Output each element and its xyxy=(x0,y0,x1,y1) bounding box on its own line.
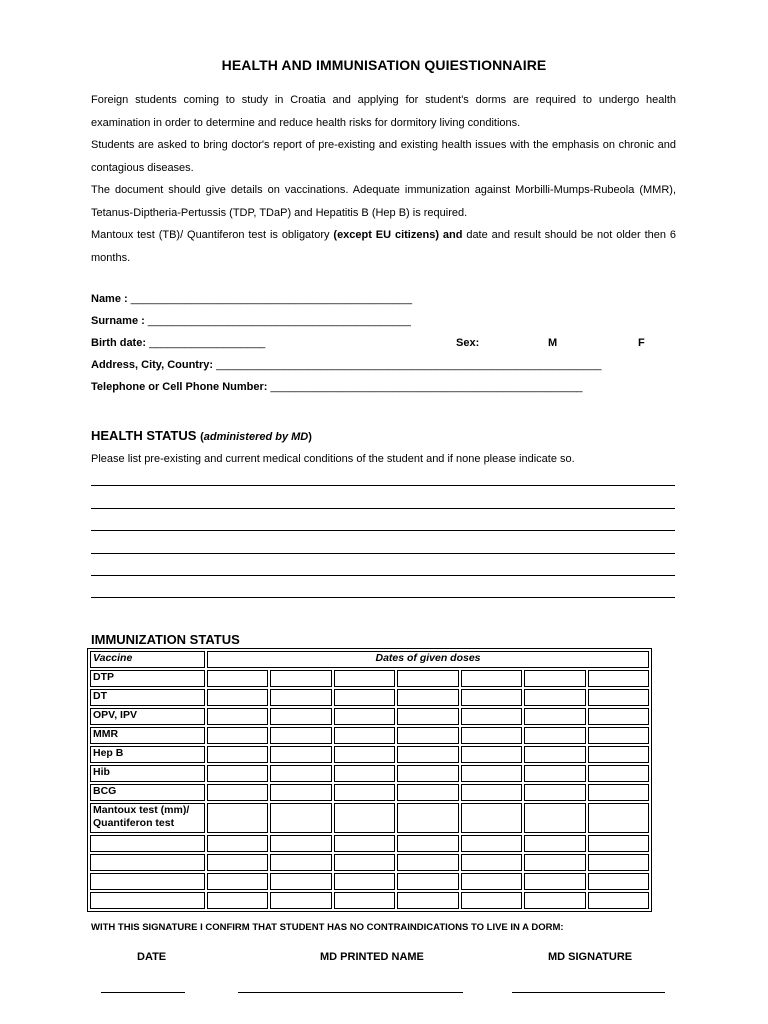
dose-date-cell[interactable] xyxy=(524,708,585,725)
dose-date-cell[interactable] xyxy=(270,689,331,706)
address-label: Address, City, Country: xyxy=(91,359,214,371)
dose-date-cell[interactable] xyxy=(588,892,649,909)
dose-date-cell[interactable] xyxy=(270,727,331,744)
sex-label: Sex: xyxy=(456,337,480,349)
dose-date-cell[interactable] xyxy=(270,765,331,782)
md-printed-name-label: MD PRINTED NAME xyxy=(320,951,424,963)
health-write-line[interactable] xyxy=(91,575,675,576)
dose-date-cell[interactable] xyxy=(207,727,268,744)
dose-date-cell[interactable] xyxy=(334,803,395,833)
sex-option-m[interactable]: M xyxy=(548,337,558,349)
dose-date-cell[interactable] xyxy=(207,803,268,833)
dose-date-cell[interactable] xyxy=(397,784,458,801)
dose-date-cell[interactable] xyxy=(588,873,649,890)
health-write-line[interactable] xyxy=(91,485,675,486)
md-signature-line[interactable] xyxy=(512,992,665,993)
dose-date-cell[interactable] xyxy=(207,835,268,852)
dose-date-cell[interactable] xyxy=(588,670,649,687)
dose-date-cell[interactable] xyxy=(207,689,268,706)
dose-date-cell[interactable] xyxy=(588,765,649,782)
dose-date-cell[interactable] xyxy=(588,689,649,706)
dose-date-cell[interactable] xyxy=(461,784,522,801)
dose-date-cell[interactable] xyxy=(461,854,522,871)
intro-p4-end: date and result should be not older then 6 months. xyxy=(91,229,676,264)
dose-date-cell[interactable] xyxy=(270,670,331,687)
name-label: Name : xyxy=(91,293,128,305)
dose-date-cell[interactable] xyxy=(588,784,649,801)
dose-date-cell[interactable] xyxy=(461,765,522,782)
dose-date-cell[interactable] xyxy=(334,689,395,706)
dose-date-cell[interactable] xyxy=(334,854,395,871)
dose-date-cell[interactable] xyxy=(588,746,649,763)
vaccine-row xyxy=(90,689,649,706)
vaccine-name-cell: Hep B xyxy=(90,746,205,763)
health-status-heading xyxy=(91,428,312,443)
intro-p4-start: Mantoux test (TB)/ Quantiferon test is obligatory xyxy=(91,229,334,241)
dose-date-cell[interactable] xyxy=(270,873,331,890)
immunization-header-row xyxy=(90,651,649,668)
dose-date-cell[interactable] xyxy=(397,765,458,782)
dose-date-cell[interactable] xyxy=(524,746,585,763)
dose-date-cell[interactable] xyxy=(588,854,649,871)
surname-blank[interactable]: ___________________________________________ xyxy=(147,315,411,327)
dose-date-cell[interactable] xyxy=(524,765,585,782)
health-write-line[interactable] xyxy=(91,508,675,509)
dose-date-cell[interactable] xyxy=(334,892,395,909)
phone-label: Telephone or Cell Phone Number: xyxy=(91,381,268,393)
vaccine-name-cell: Hib xyxy=(90,765,205,782)
dose-date-cell[interactable] xyxy=(334,873,395,890)
dose-date-cell[interactable] xyxy=(461,835,522,852)
dose-date-cell[interactable] xyxy=(524,784,585,801)
md-signature-label: MD SIGNATURE xyxy=(548,951,633,963)
birth-date-label: Birth date: xyxy=(91,337,146,349)
dose-date-cell[interactable] xyxy=(270,854,331,871)
intro-paragraph-3: The document should give details on vaccinations. Adequate immunization against Morbilli-Mumps-Rubeola (MMR), Tetanus-Diptheria-Pertussis (TDP, TDaP) and Hepatitis B (Hep B) is required. xyxy=(91,184,676,219)
dose-date-cell[interactable] xyxy=(334,746,395,763)
health-write-line[interactable] xyxy=(91,530,675,531)
dose-date-cell[interactable] xyxy=(461,689,522,706)
vaccine-name-cell[interactable] xyxy=(90,892,205,909)
vaccine-name-cell[interactable] xyxy=(90,873,205,890)
dose-date-cell[interactable] xyxy=(397,746,458,763)
date-label: DATE xyxy=(137,951,167,963)
dose-date-cell[interactable] xyxy=(397,670,458,687)
dose-date-cell[interactable] xyxy=(270,835,331,852)
vaccine-row xyxy=(90,854,649,871)
vaccine-row xyxy=(90,765,649,782)
dose-date-cell[interactable] xyxy=(334,784,395,801)
address-blank[interactable]: _______________________________________________________________ xyxy=(216,359,602,371)
md-printed-name-line[interactable] xyxy=(238,992,463,993)
dose-date-cell[interactable] xyxy=(334,708,395,725)
document-title: HEALTH AND IMMUNISATION QUIESTIONNAIRE xyxy=(221,57,547,73)
phone-field[interactable] xyxy=(91,381,583,393)
dose-date-cell[interactable] xyxy=(270,803,331,833)
dose-date-cell[interactable] xyxy=(397,835,458,852)
intro-paragraph-1: Foreign students coming to study in Croatia and applying for student's dorms are required to undergo health examination in order to determine and reduce health risks for dormitory living conditions. xyxy=(91,94,676,129)
phone-blank[interactable]: ___________________________________________________ xyxy=(270,381,583,393)
vaccine-row xyxy=(90,892,649,909)
dose-date-cell[interactable] xyxy=(397,803,458,833)
health-status-instruction: Please list pre-existing and current medical conditions of the student and if none please indicate so. xyxy=(91,453,575,465)
dose-date-cell[interactable] xyxy=(270,784,331,801)
vaccine-name-cell[interactable] xyxy=(90,835,205,852)
dose-date-cell[interactable] xyxy=(461,708,522,725)
dose-date-cell[interactable] xyxy=(397,892,458,909)
dose-date-cell[interactable] xyxy=(524,854,585,871)
vaccine-name-cell: BCG xyxy=(90,784,205,801)
vaccine-row xyxy=(90,803,649,833)
health-write-line[interactable] xyxy=(91,597,675,598)
health-status-paren-close: ) xyxy=(308,431,312,443)
dose-date-cell[interactable] xyxy=(334,765,395,782)
dose-date-cell[interactable] xyxy=(461,803,522,833)
dose-date-cell[interactable] xyxy=(334,835,395,852)
vaccine-row xyxy=(90,670,649,687)
vaccine-row xyxy=(90,835,649,852)
dose-date-cell[interactable] xyxy=(397,727,458,744)
dose-date-cell[interactable] xyxy=(461,873,522,890)
birth-date-field[interactable] xyxy=(91,337,265,349)
dose-date-cell[interactable] xyxy=(207,765,268,782)
dose-date-cell[interactable] xyxy=(334,670,395,687)
dose-date-cell[interactable] xyxy=(461,727,522,744)
dose-date-cell[interactable] xyxy=(397,689,458,706)
dose-date-cell[interactable] xyxy=(524,873,585,890)
health-write-line[interactable] xyxy=(91,553,675,554)
birth-date-blank[interactable]: ___________________ xyxy=(149,337,266,349)
date-signature-line[interactable] xyxy=(101,992,185,993)
intro-paragraph-4 xyxy=(91,224,676,269)
dose-date-cell[interactable] xyxy=(207,670,268,687)
dose-date-cell[interactable] xyxy=(207,746,268,763)
immunization-status-title: IMMUNIZATION STATUS xyxy=(91,632,240,647)
vaccine-row xyxy=(90,727,649,744)
dose-date-cell[interactable] xyxy=(588,708,649,725)
dose-date-cell[interactable] xyxy=(461,670,522,687)
dose-date-cell[interactable] xyxy=(207,784,268,801)
intro-p4-emphasis: (except EU citizens) and xyxy=(333,229,463,241)
dose-date-cell[interactable] xyxy=(588,803,649,833)
dose-date-cell[interactable] xyxy=(334,727,395,744)
dose-date-cell[interactable] xyxy=(461,892,522,909)
dose-date-cell[interactable] xyxy=(524,803,585,833)
dose-date-cell[interactable] xyxy=(207,708,268,725)
vaccine-name-cell: DTP xyxy=(90,670,205,687)
intro-text xyxy=(91,89,676,269)
dose-date-cell[interactable] xyxy=(524,670,585,687)
dose-date-cell[interactable] xyxy=(207,892,268,909)
confirmation-statement: WITH THIS SIGNATURE I CONFIRM THAT STUDENT HAS NO CONTRAINDICATIONS TO LIVE IN A DORM: xyxy=(91,922,564,933)
name-field[interactable] xyxy=(91,293,412,305)
vaccine-name-cell: Mantoux test (mm)/ Quantiferon test xyxy=(90,803,205,833)
immunization-table xyxy=(87,648,652,912)
dose-date-cell[interactable] xyxy=(524,835,585,852)
health-status-paren-open: ( xyxy=(200,431,204,443)
surname-label: Surname : xyxy=(91,315,145,327)
vaccine-name-cell: OPV, IPV xyxy=(90,708,205,725)
dose-date-cell[interactable] xyxy=(461,746,522,763)
intro-paragraph-2: Students are asked to bring doctor's report of pre-existing and existing health issues with the emphasis on chronic and contagious diseases. xyxy=(91,139,676,174)
name-blank[interactable]: ______________________________________________ xyxy=(130,293,413,305)
vaccine-name-cell: MMR xyxy=(90,727,205,744)
dose-date-cell[interactable] xyxy=(588,727,649,744)
sex-option-f[interactable]: F xyxy=(638,337,645,349)
vaccine-column-header: Vaccine xyxy=(90,651,205,668)
dose-date-cell[interactable] xyxy=(588,835,649,852)
dose-date-cell[interactable] xyxy=(207,854,268,871)
health-status-subtitle: administered by MD xyxy=(203,431,309,443)
dose-date-cell[interactable] xyxy=(524,727,585,744)
dose-date-cell[interactable] xyxy=(524,892,585,909)
surname-field[interactable] xyxy=(91,315,411,327)
dose-date-cell[interactable] xyxy=(270,746,331,763)
dose-date-cell[interactable] xyxy=(397,873,458,890)
vaccine-row xyxy=(90,784,649,801)
dose-date-cell[interactable] xyxy=(207,873,268,890)
dose-date-cell[interactable] xyxy=(524,689,585,706)
dose-date-cell[interactable] xyxy=(270,892,331,909)
doses-column-header: Dates of given doses xyxy=(207,651,649,668)
dose-date-cell[interactable] xyxy=(270,708,331,725)
vaccine-name-cell[interactable] xyxy=(90,854,205,871)
address-field[interactable] xyxy=(91,359,602,371)
health-status-title: HEALTH STATUS xyxy=(91,428,197,443)
vaccine-row xyxy=(90,708,649,725)
dose-date-cell[interactable] xyxy=(397,854,458,871)
dose-date-cell[interactable] xyxy=(397,708,458,725)
vaccine-row xyxy=(90,746,649,763)
vaccine-row xyxy=(90,873,649,890)
vaccine-name-cell: DT xyxy=(90,689,205,706)
